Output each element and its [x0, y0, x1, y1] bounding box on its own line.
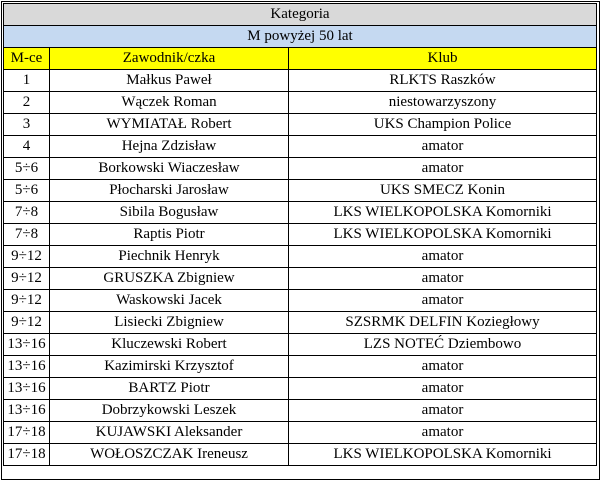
subcategory-title: M powyżej 50 lat — [4, 26, 597, 48]
place-cell: 13÷16 — [4, 378, 50, 400]
place-cell: 9÷12 — [4, 290, 50, 312]
place-cell: 7÷8 — [4, 202, 50, 224]
competitor-cell: WYMIATAŁ Robert — [50, 114, 289, 136]
table-row — [4, 378, 597, 400]
competitor-cell: Małkus Paweł — [50, 70, 289, 92]
table-row — [4, 356, 597, 378]
header-place: M-ce — [4, 48, 50, 70]
table-row — [4, 114, 597, 136]
category-row — [4, 4, 597, 26]
club-cell: amator — [289, 136, 597, 158]
place-cell: 7÷8 — [4, 224, 50, 246]
table-row — [4, 444, 597, 466]
competitor-cell: Piechnik Henryk — [50, 246, 289, 268]
place-cell: 1 — [4, 70, 50, 92]
table-row — [4, 158, 597, 180]
header-row — [4, 48, 597, 70]
competitor-cell: Wączek Roman — [50, 92, 289, 114]
place-cell: 5÷6 — [4, 180, 50, 202]
place-cell: 17÷18 — [4, 444, 50, 466]
table-row — [4, 246, 597, 268]
place-cell: 3 — [4, 114, 50, 136]
club-cell: amator — [289, 378, 597, 400]
category-title: Kategoria — [4, 4, 597, 26]
table-row — [4, 92, 597, 114]
place-cell: 17÷18 — [4, 422, 50, 444]
place-cell: 13÷16 — [4, 356, 50, 378]
club-cell: amator — [289, 246, 597, 268]
competitor-cell: Kazimirski Krzysztof — [50, 356, 289, 378]
table-row — [4, 312, 597, 334]
table-row — [4, 334, 597, 356]
competitor-cell: Sibila Bogusław — [50, 202, 289, 224]
competitor-cell: GRUSZKA Zbigniew — [50, 268, 289, 290]
table-row — [4, 136, 597, 158]
competitor-cell: Kluczewski Robert — [50, 334, 289, 356]
club-cell: RLKTS Raszków — [289, 70, 597, 92]
table-row — [4, 202, 597, 224]
table-row — [4, 224, 597, 246]
club-cell: amator — [289, 290, 597, 312]
place-cell: 13÷16 — [4, 334, 50, 356]
club-cell: UKS SMECZ Konin — [289, 180, 597, 202]
subcategory-row — [4, 26, 597, 48]
club-cell: LKS WIELKOPOLSKA Komorniki — [289, 202, 597, 224]
club-cell: SZSRMK DELFIN Koziegłowy — [289, 312, 597, 334]
club-cell: amator — [289, 422, 597, 444]
table-row — [4, 180, 597, 202]
place-cell: 9÷12 — [4, 312, 50, 334]
competitor-cell: WOŁOSZCZAK Ireneusz — [50, 444, 289, 466]
club-cell: amator — [289, 268, 597, 290]
competitor-cell: Hejna Zdzisław — [50, 136, 289, 158]
table-row — [4, 400, 597, 422]
table-row — [4, 268, 597, 290]
competitor-cell: KUJAWSKI Aleksander — [50, 422, 289, 444]
club-cell: LKS WIELKOPOLSKA Komorniki — [289, 444, 597, 466]
competitor-cell: Borkowski Wiaczesław — [50, 158, 289, 180]
club-cell: amator — [289, 356, 597, 378]
place-cell: 5÷6 — [4, 158, 50, 180]
club-cell: amator — [289, 158, 597, 180]
competitor-cell: Lisiecki Zbigniew — [50, 312, 289, 334]
club-cell: UKS Champion Police — [289, 114, 597, 136]
place-cell: 4 — [4, 136, 50, 158]
club-cell: LKS WIELKOPOLSKA Komorniki — [289, 224, 597, 246]
competitor-cell: BARTZ Piotr — [50, 378, 289, 400]
competitor-cell: Waskowski Jacek — [50, 290, 289, 312]
club-cell: amator — [289, 400, 597, 422]
place-cell: 13÷16 — [4, 400, 50, 422]
header-club: Klub — [289, 48, 597, 70]
place-cell: 9÷12 — [4, 268, 50, 290]
results-document — [3, 3, 597, 466]
header-competitor: Zawodnik/czka — [50, 48, 289, 70]
place-cell: 9÷12 — [4, 246, 50, 268]
club-cell: niestowarzyszony — [289, 92, 597, 114]
competitor-cell: Płocharski Jarosław — [50, 180, 289, 202]
place-cell: 2 — [4, 92, 50, 114]
club-cell: LZS NOTEĆ Dziembowo — [289, 334, 597, 356]
competitor-cell: Dobrzykowski Leszek — [50, 400, 289, 422]
table-row — [4, 70, 597, 92]
results-table — [3, 3, 597, 466]
table-row — [4, 422, 597, 444]
table-row — [4, 290, 597, 312]
competitor-cell: Raptis Piotr — [50, 224, 289, 246]
